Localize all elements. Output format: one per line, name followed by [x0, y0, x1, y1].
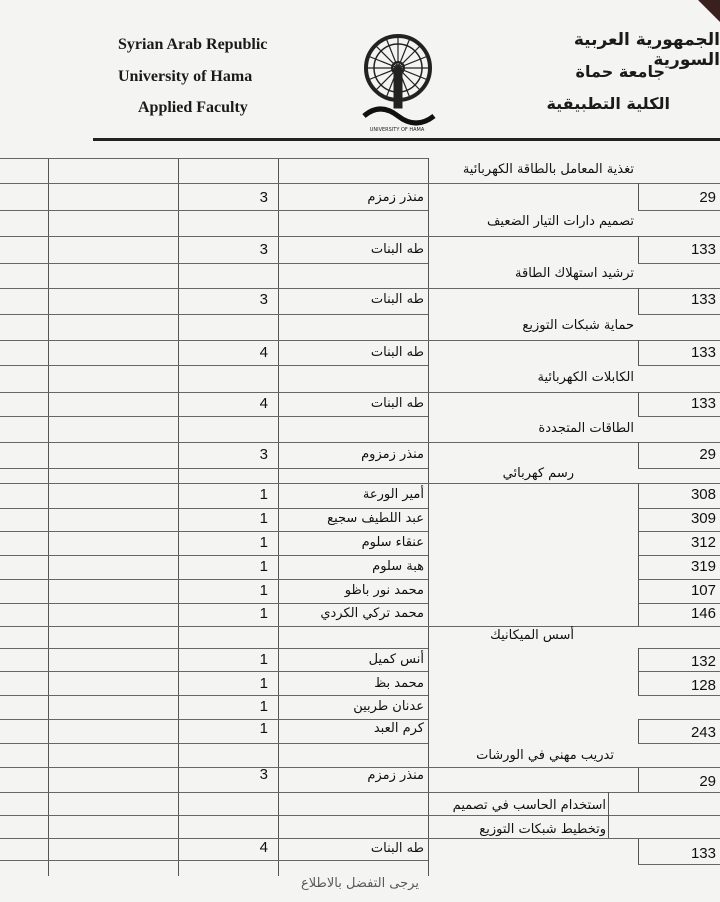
- table-row-line: [0, 603, 428, 604]
- instructor-name: منذر زمزم: [367, 768, 424, 783]
- table-row-line: [0, 555, 428, 556]
- course-line: [428, 626, 720, 627]
- count-value: 1: [259, 605, 268, 622]
- course-number: 309: [690, 510, 716, 527]
- logo-caption: UNIVERSITY OF HAMA: [369, 127, 425, 133]
- course-title: الطاقات المتجددة: [538, 421, 634, 436]
- table-row-line: [0, 860, 428, 861]
- table-row-line: [0, 183, 428, 184]
- count-value: 3: [259, 291, 268, 308]
- course-title: وتخطيط شبكات التوزيع: [479, 822, 606, 837]
- number-box-line: [638, 531, 720, 532]
- number-box-line: [638, 236, 639, 263]
- instructor-name: طه البنات: [370, 242, 424, 257]
- table-row-line: [0, 579, 428, 580]
- table-row-line: [0, 743, 428, 744]
- instructor-name: منذر زمزوم: [361, 447, 424, 462]
- course-line: [428, 838, 720, 839]
- number-box-line: [638, 483, 720, 484]
- count-value: 1: [259, 720, 268, 737]
- instructor-name: كرم العبد: [373, 721, 424, 736]
- course-line: [428, 288, 638, 289]
- table-row-line: [0, 416, 428, 417]
- number-box-line: [638, 603, 639, 626]
- course-line: [428, 236, 638, 237]
- course-title: حماية شبكات التوزيع: [522, 318, 634, 333]
- number-box-line: [638, 743, 720, 744]
- instructor-name: محمد بظ: [374, 676, 424, 691]
- table-col-line: [278, 158, 279, 876]
- number-box-line: [638, 183, 720, 184]
- table-row-line: [0, 648, 428, 649]
- number-box-line: [638, 288, 639, 314]
- table-row-line: [0, 508, 428, 509]
- number-box-line: [638, 468, 720, 469]
- course-number: 107: [690, 582, 716, 599]
- number-box-line: [638, 340, 639, 365]
- course-title: تصميم دارات التيار الضعيف: [486, 214, 634, 229]
- number-box-line: [638, 210, 720, 211]
- number-box-line: [638, 483, 639, 508]
- table-row-line: [0, 442, 428, 443]
- course-title: الكابلات الكهربائية: [537, 370, 634, 385]
- table-row-line: [0, 340, 428, 341]
- instructor-name: طه البنات: [370, 396, 424, 411]
- instructor-name: عنقاء سلوم: [361, 535, 424, 550]
- table-row-line: [0, 210, 428, 211]
- course-number: 146: [690, 605, 716, 622]
- count-value: 1: [259, 675, 268, 692]
- header-faculty-en: Applied Faculty: [138, 99, 248, 116]
- count-value: 1: [259, 534, 268, 551]
- count-value: 4: [259, 395, 268, 412]
- course-title: تغذية المعامل بالطاقة الكهربائية: [462, 162, 634, 177]
- number-box-line: [638, 767, 639, 792]
- instructor-name: طه البنات: [370, 292, 424, 307]
- course-title: ترشيد استهلاك الطاقة: [515, 266, 634, 281]
- table-row-line: [0, 468, 428, 469]
- table-row-line: [0, 719, 428, 720]
- number-box-line: [638, 416, 720, 417]
- course-line: [428, 183, 638, 184]
- number-box-line: [638, 392, 720, 393]
- number-box-line: [638, 648, 639, 671]
- number-box-line: [638, 671, 720, 672]
- number-box-line: [638, 314, 720, 315]
- table-row-line: [0, 263, 428, 264]
- footer-handwritten-note: يرجى التفضل بالاطلاع: [301, 876, 419, 891]
- number-box-line: [638, 555, 639, 579]
- instructor-name: أنس كميل: [368, 652, 424, 667]
- table-col-line: [428, 158, 429, 876]
- course-number: 308: [690, 486, 716, 503]
- count-value: 1: [259, 651, 268, 668]
- instructor-name: أمير الورعة: [362, 487, 424, 502]
- number-box-line: [638, 603, 720, 604]
- count-value: 1: [259, 510, 268, 527]
- course-number: 29: [699, 189, 716, 206]
- course-number: 312: [690, 534, 716, 551]
- table-row-line: [0, 236, 428, 237]
- course-number: 29: [699, 446, 716, 463]
- course-line: [428, 442, 638, 443]
- number-box-line: [638, 442, 720, 443]
- table-row-line: [0, 838, 428, 839]
- course-number: 243: [690, 724, 716, 741]
- course-line: [428, 815, 720, 816]
- instructor-name: طه البنات: [370, 345, 424, 360]
- number-box-line: [638, 719, 639, 743]
- table-row-line: [0, 671, 428, 672]
- course-line: [428, 392, 638, 393]
- count-value: 4: [259, 839, 268, 856]
- instructor-name: عبد اللطيف سجيع: [327, 511, 424, 526]
- header-faculty-ar: الكلية التطبيقية: [546, 94, 670, 113]
- header-country-en: Syrian Arab Republic: [118, 36, 268, 53]
- course-line: [428, 340, 638, 341]
- course-title: أسس الميكانيك: [490, 628, 574, 643]
- count-value: 1: [259, 558, 268, 575]
- count-value: 4: [259, 344, 268, 361]
- course-title: رسم كهربائي: [502, 466, 574, 481]
- number-box-line: [638, 719, 720, 720]
- number-box-line: [638, 183, 639, 210]
- course-line: [428, 792, 720, 793]
- count-value: 1: [259, 486, 268, 503]
- course-number: 133: [690, 845, 716, 862]
- header-university-ar: جامعة حماة: [575, 62, 665, 81]
- count-value: 3: [259, 766, 268, 783]
- number-box-line: [638, 579, 639, 603]
- table-row-line: [0, 815, 428, 816]
- header-country-ar: الجمهورية العربية السورية: [573, 30, 720, 70]
- course-number: 133: [690, 241, 716, 258]
- count-value: 3: [259, 241, 268, 258]
- count-value: 3: [259, 446, 268, 463]
- number-box-line: [638, 288, 720, 289]
- table-row-line: [0, 365, 428, 366]
- number-box-line: [638, 555, 720, 556]
- course-line: [428, 767, 720, 768]
- course-number: 133: [690, 344, 716, 361]
- course-title: تدريب مهني في الورشات: [476, 748, 614, 763]
- table-row-line: [0, 695, 428, 696]
- count-value: 1: [259, 698, 268, 715]
- number-box-line: [638, 365, 720, 366]
- instructor-name: طه البنات: [370, 841, 424, 856]
- instructor-name: هبة سلوم: [372, 559, 424, 574]
- number-box-line: [638, 579, 720, 580]
- course-line: [428, 483, 638, 484]
- table-row-line: [0, 626, 428, 627]
- number-box-line: [638, 695, 720, 696]
- number-box-line: [638, 864, 720, 865]
- table-col-line: [178, 158, 179, 876]
- instructor-name: محمد تركي الكردي: [320, 606, 424, 621]
- number-box-line: [638, 838, 639, 864]
- number-box-line: [638, 531, 639, 555]
- table-row-line: [0, 483, 428, 484]
- course-number: 133: [690, 291, 716, 308]
- number-box-line: [638, 508, 639, 531]
- instructor-name: منذر زمزم: [367, 190, 424, 205]
- table-row-line: [0, 531, 428, 532]
- course-line: [608, 792, 609, 838]
- instructor-name: محمد نور باظو: [344, 583, 424, 598]
- header-university-en: University of Hama: [118, 68, 253, 85]
- table-row-line: [0, 314, 428, 315]
- table-row-line: [0, 158, 428, 159]
- number-box-line: [638, 340, 720, 341]
- count-value: 3: [259, 189, 268, 206]
- table-row-line: [0, 392, 428, 393]
- course-title: استخدام الحاسب في تصميم: [452, 798, 606, 813]
- course-number: 133: [690, 395, 716, 412]
- table-row-line: [0, 792, 428, 793]
- course-number: 29: [699, 773, 716, 790]
- number-box-line: [638, 671, 639, 695]
- course-number: 132: [690, 653, 716, 670]
- number-box-line: [638, 648, 720, 649]
- instructor-name: عدنان طربين: [353, 699, 424, 714]
- table-row-line: [0, 288, 428, 289]
- number-box-line: [638, 236, 720, 237]
- number-box-line: [638, 263, 720, 264]
- number-box-line: [638, 442, 639, 468]
- course-number: 128: [690, 677, 716, 694]
- course-number: 319: [690, 558, 716, 575]
- table-col-line: [48, 158, 49, 876]
- number-box-line: [638, 508, 720, 509]
- number-box-line: [638, 392, 639, 416]
- count-value: 1: [259, 582, 268, 599]
